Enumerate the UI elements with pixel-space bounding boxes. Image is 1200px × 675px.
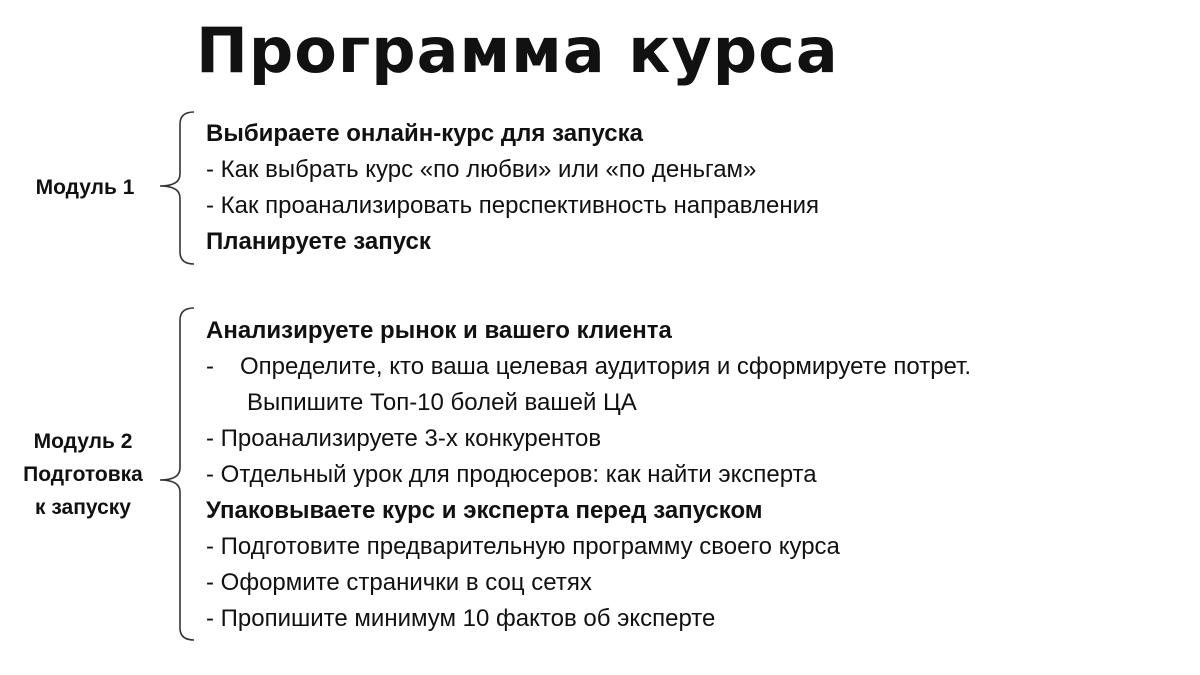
module-1-brace <box>150 108 198 268</box>
module-1-heading-plan-launch: Планируете запуск <box>206 228 431 255</box>
module-2-item-producers-lesson: - Отдельный урок для продюсеров: как найти эксперта <box>206 461 817 488</box>
module-2-item-expert-facts: - Пропишите минимум 10 фактов об эксперте <box>206 605 716 632</box>
module-1-item-choose-course: - Как выбрать курс «по любви» или «по деньгам» <box>206 156 757 183</box>
module-1-heading-select-course: Выбираете онлайн-курс для запуска <box>206 120 643 147</box>
module-2-label-line: к запуску <box>35 496 131 519</box>
module-1-item-analyze-direction: - Как проанализировать перспективность направления <box>206 192 819 219</box>
module-2-item-top-pains: Выпишите Топ-10 болей вашей ЦА <box>247 389 637 416</box>
module-2-brace <box>150 304 198 644</box>
module-2-item-competitors: - Проанализируете 3-х конкурентов <box>206 425 602 452</box>
module-2-heading-market: Анализируете рынок и вашего клиента <box>206 317 672 344</box>
module-1-label <box>20 171 150 204</box>
module-2-label-line: Подготовка <box>23 463 143 486</box>
module-2-item-target-audience <box>206 349 971 385</box>
module-2-heading-packaging: Упаковываете курс и эксперта перед запуском <box>206 497 763 524</box>
module-2-item-social-pages: - Оформите странички в соц сетях <box>206 569 592 596</box>
module-2-label <box>8 425 158 524</box>
module-1-label-line: Модуль 1 <box>35 176 135 199</box>
module-2-content <box>206 313 971 637</box>
list-dash: - <box>206 353 214 380</box>
module-2-item-target-audience-text: Определите, кто ваша целевая аудитория и сформируете потрет. <box>240 353 972 380</box>
module-2-label-line: Модуль 2 <box>33 430 133 453</box>
module-2-item-preliminary-program: - Подготовите предварительную программу своего курса <box>206 533 840 560</box>
page-title: Программа курса <box>196 14 839 87</box>
module-1-content <box>206 116 819 260</box>
